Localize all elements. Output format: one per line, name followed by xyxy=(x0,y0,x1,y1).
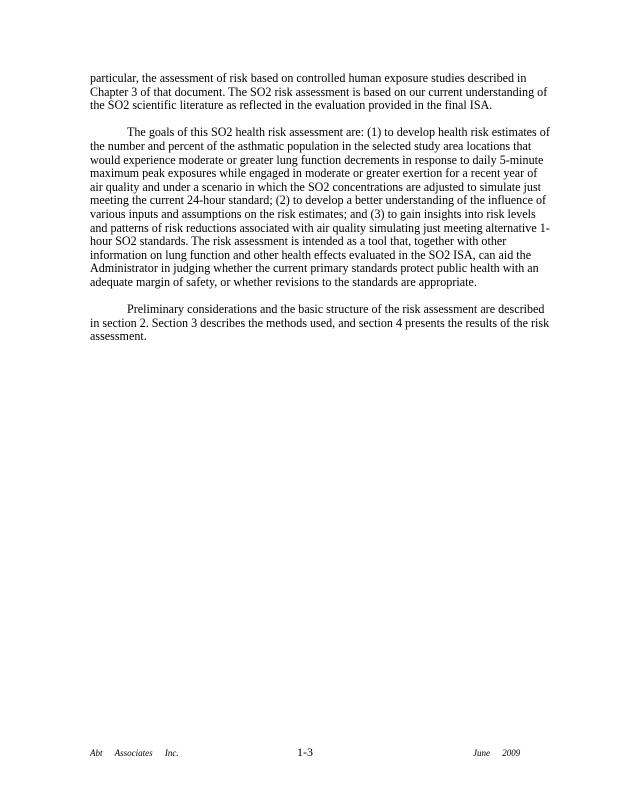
footer-date: June 2009 xyxy=(473,748,521,758)
footer-organization: Abt Associates Inc. xyxy=(90,748,179,758)
body-text xyxy=(90,72,550,357)
paragraph-continuation: particular, the assessment of risk based on controlled human exposure studies described in Chapter 3 of that document. The SO2 risk assessment is based on our current understanding of the SO2 scientific literature as reflected in the evaluation provided in the final ISA. xyxy=(90,71,548,113)
page-footer xyxy=(0,746,618,762)
paragraph-goals: The goals of this SO2 health risk assessment are: (1) to develop health risk estimates of the number and percent of the asthmatic population in the selected study area locations that would experience moderate or greater lung function decrements in response to daily 5-minute maximum peak exposures while engaged in moderate or greater exertion for a recent year of air quality and under a scenario in which the SO2 concentrations are adjusted to simulate just meeting the current 24-hour standard; (2) to develop a better understanding of the influence of various inputs and assumptions on the risk estimates; and (3) to gain insights into risk levels and patterns of risk reductions associated with air quality simulating just meeting alternative 1-hour SO2 standards. The risk assessment is intended as a tool that, together with other information on lung function and other health effects evaluated in the SO2 ISA, can aid the Administrator in judging whether the current primary standards protect public health with an adequate margin of safety, or whether revisions to the standards are appropriate. xyxy=(90,125,550,289)
paragraph-structure: Preliminary considerations and the basic structure of the risk assessment are described in section 2. Section 3 describes the methods used, and section 4 presents the results of the risk assessment. xyxy=(90,302,550,344)
page-number: 1-3 xyxy=(297,745,313,759)
